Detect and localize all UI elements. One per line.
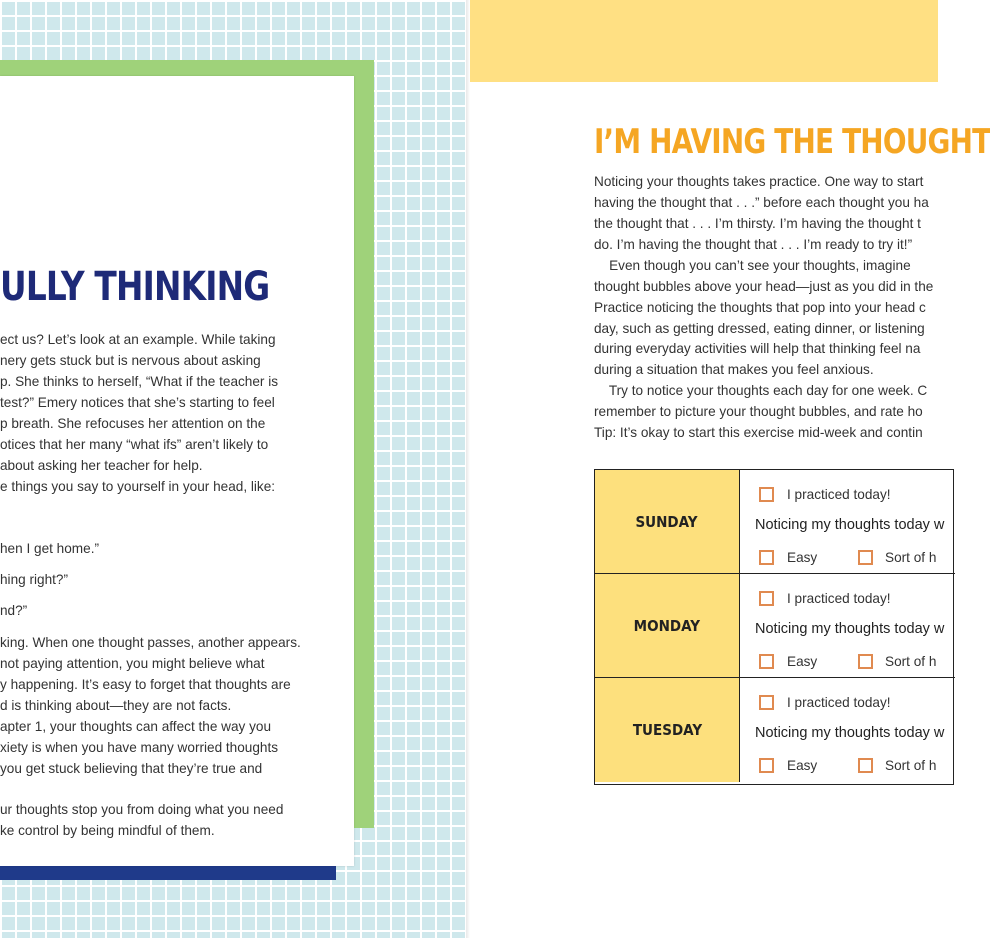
right-text-line: Noticing your thoughts takes practice. One way to start — [594, 174, 924, 189]
easy-label: Easy — [787, 758, 818, 773]
left-text-line: y happening. It’s easy to forget that thoughts are — [0, 677, 291, 692]
day-label: MONDAY — [633, 616, 701, 635]
noticing-prompt: Noticing my thoughts today w — [755, 517, 945, 533]
day-label: TUESDAY — [632, 721, 702, 739]
right-text-line: day, such as getting dressed, eating dinner, or listening — [594, 321, 925, 336]
day-cell — [595, 574, 740, 677]
easy-checkbox[interactable] — [759, 758, 774, 773]
sort-of-hard-label: Sort of h — [885, 550, 937, 565]
left-text-line: nd?” — [0, 603, 28, 618]
practiced-checkbox[interactable] — [759, 591, 774, 606]
yellow-header-band — [470, 0, 938, 82]
sort-of-hard-checkbox[interactable] — [858, 758, 873, 773]
sort-of-hard-label: Sort of h — [885, 758, 937, 773]
left-text-line: otices that her many “what ifs” aren’t likely to — [0, 437, 269, 452]
day-cell — [595, 678, 740, 782]
left-text-line: king. When one thought passes, another appears. — [0, 635, 301, 650]
left-text-line: ke control by being mindful of them. — [0, 823, 215, 838]
easy-checkbox[interactable] — [759, 550, 774, 565]
right-text-line: during a situation that makes you feel anxious. — [594, 362, 874, 377]
tracker-row-monday — [595, 574, 955, 678]
left-text-line: hen I get home.” — [0, 541, 99, 556]
left-text-line: hing right?” — [0, 572, 69, 587]
right-text-line: Tip: It’s okay to start this exercise mid-week and contin — [594, 425, 923, 440]
left-text-line: p. She thinks to herself, “What if the teacher is — [0, 374, 279, 389]
noticing-prompt: Noticing my thoughts today w — [755, 621, 945, 637]
easy-label: Easy — [787, 550, 818, 565]
left-text-line: nery gets stuck but is nervous about asking — [0, 353, 261, 368]
tracker-row-sunday — [595, 470, 955, 574]
right-text-line: during everyday activities will help that thinking feel na — [594, 341, 921, 356]
right-text-line: the thought that . . . I’m thirsty. I’m having the thought t — [594, 216, 921, 231]
tracker-row-tuesday — [595, 678, 955, 782]
right-text-line: Try to notice your thoughts each day for one week. C — [594, 383, 928, 398]
right-text-line: do. I’m having the thought that . . . I’m ready to try it!” — [594, 237, 913, 252]
left-text-line: p breath. She refocuses her attention on the — [0, 416, 266, 431]
left-text-line: you get stuck believing that they’re true and — [0, 761, 263, 776]
left-text-line: apter 1, your thoughts can affect the way you — [0, 719, 272, 734]
day-label: SUNDAY — [635, 512, 699, 531]
left-text-card — [0, 76, 354, 866]
practiced-checkbox[interactable] — [759, 487, 774, 502]
right-text-line: thought bubbles above your head—just as you did in the — [594, 279, 934, 294]
practiced-checkbox[interactable] — [759, 695, 774, 710]
left-text-line: test?” Emery notices that she’s starting to feel — [0, 395, 275, 410]
left-text-line: about asking her teacher for help. — [0, 458, 203, 473]
left-page — [0, 0, 466, 938]
practiced-label: I practiced today! — [787, 695, 891, 710]
practiced-label: I practiced today! — [787, 591, 891, 606]
left-text-line: d is thinking about—they are not facts. — [0, 698, 232, 713]
weekly-tracker-table — [594, 469, 954, 785]
right-text-line: having the thought that . . .” before each thought you ha — [594, 195, 929, 210]
left-text-line: ur thoughts stop you from doing what you need — [0, 802, 284, 817]
practiced-label: I practiced today! — [787, 487, 891, 502]
right-text-line: Even though you can’t see your thoughts, imagine — [594, 258, 911, 273]
right-page-title: I’M HAVING THE THOUGHT — [594, 122, 990, 162]
left-text-line: ect us? Let’s look at an example. While taking — [0, 332, 276, 347]
right-text-line: Practice noticing the thoughts that pop into your head c — [594, 300, 926, 315]
left-text-line: not paying attention, you might believe what — [0, 656, 265, 671]
left-text-line: e things you say to yourself in your head, like: — [0, 479, 276, 494]
right-text-line: remember to picture your thought bubbles, and rate ho — [594, 404, 923, 419]
sort-of-hard-checkbox[interactable] — [858, 550, 873, 565]
noticing-prompt: Noticing my thoughts today w — [755, 725, 945, 741]
sort-of-hard-checkbox[interactable] — [858, 654, 873, 669]
sort-of-hard-label: Sort of h — [885, 654, 937, 669]
day-cell — [595, 470, 740, 573]
left-page-title: ULLY THINKING — [0, 264, 270, 310]
easy-checkbox[interactable] — [759, 654, 774, 669]
easy-label: Easy — [787, 654, 818, 669]
right-page — [470, 0, 990, 938]
left-text-line: xiety is when you have many worried thoughts — [0, 740, 279, 755]
